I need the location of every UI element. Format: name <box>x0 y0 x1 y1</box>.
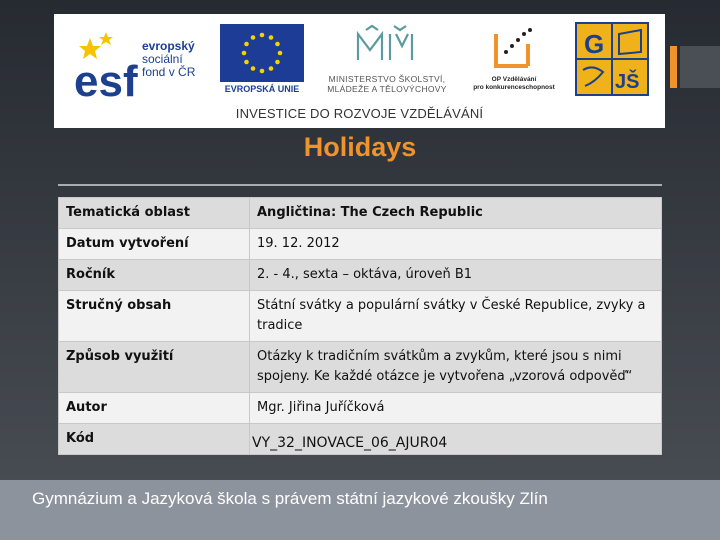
table-row <box>59 229 662 260</box>
table-row <box>59 260 662 291</box>
op-line-2: pro konkurenceschopnost <box>473 84 555 91</box>
gjs-logo <box>575 22 649 96</box>
row-label: Datum vytvoření <box>59 229 250 260</box>
logo-banner <box>54 14 665 128</box>
esf-line-2: sociální <box>142 52 183 66</box>
row-value: 19. 12. 2012 <box>250 229 662 260</box>
op-logo <box>484 22 544 78</box>
accent-bar <box>670 46 677 88</box>
row-label: Způsob využití <box>59 342 250 393</box>
table-row <box>59 198 662 229</box>
title-divider <box>58 184 662 186</box>
esf-line-3: fond v ČR <box>142 65 196 79</box>
esf-text <box>142 40 195 79</box>
table-row <box>59 393 662 424</box>
row-label: Ročník <box>59 260 250 291</box>
row-value: Otázky k tradičním svátkům a zvykům, které jsou s nimi spojeny. Ke každé otázce je vytvořena „vzorová odpověď“ <box>250 342 662 393</box>
page-title: Holidays <box>303 132 417 162</box>
row-value: VY_32_INOVACE_06_AJUR04 <box>250 424 662 455</box>
investice-tagline: INVESTICE DO ROZVOJE VZDĚLÁVÁNÍ <box>235 106 484 121</box>
footer-text: Gymnázium a Jazyková škola s právem státní jazykové zkoušky Zlín <box>32 489 548 508</box>
table-row <box>59 424 662 455</box>
msmt-line-2: MLÁDEŽE A TĚLOVÝCHOVY <box>327 84 447 94</box>
row-value: Mgr. Jiřina Juříčková <box>250 393 662 424</box>
op-line-1: OP Vzdělávání <box>491 76 537 83</box>
svg-text:JŠ: JŠ <box>615 71 640 93</box>
svg-text:esf: esf <box>74 57 138 106</box>
metadata-table <box>58 197 662 455</box>
eu-caption: EVROPSKÁ UNIE <box>224 84 300 94</box>
msmt-caption <box>312 74 462 94</box>
row-label: Tematická oblast <box>59 198 250 229</box>
accent-bar-dark <box>680 46 720 88</box>
eu-flag-icon <box>220 24 304 82</box>
table-row <box>59 342 662 393</box>
row-label: Autor <box>59 393 250 424</box>
op-caption <box>462 76 566 92</box>
esf-line-1: evropský <box>142 39 195 53</box>
row-label: Kód <box>59 424 250 455</box>
row-label: Stručný obsah <box>59 291 250 342</box>
table-row <box>59 291 662 342</box>
row-value: Státní svátky a populární svátky v České Republice, zvyky a tradice <box>250 291 662 342</box>
row-value: 2. - 4., sexta – oktáva, úroveň B1 <box>250 260 662 291</box>
svg-text:G: G <box>584 29 605 59</box>
msmt-line-1: MINISTERSTVO ŠKOLSTVÍ, <box>328 74 446 84</box>
row-value: Angličtina: The Czech Republic <box>250 198 662 229</box>
